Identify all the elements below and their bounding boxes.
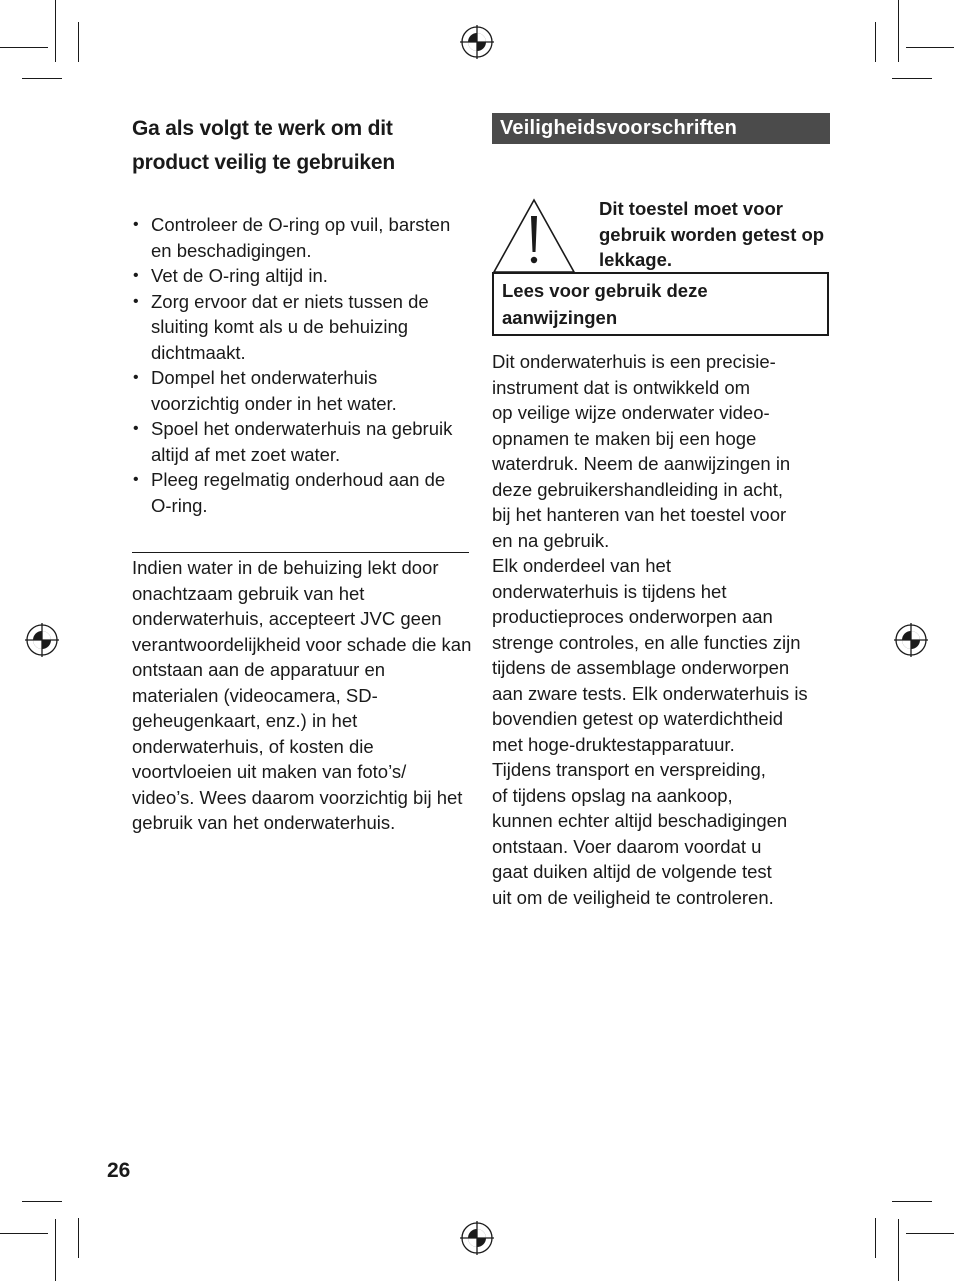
list-item-text: Spoel het onderwaterhuis na gebruik altijd af met zoet water. xyxy=(151,418,453,465)
registration-mark-icon xyxy=(25,623,59,657)
warning-block xyxy=(492,144,830,276)
crop-mark xyxy=(22,78,62,79)
crop-mark xyxy=(0,1233,48,1234)
crop-mark xyxy=(55,1219,56,1281)
bullet-icon: • xyxy=(133,369,139,386)
list-item-text: Controleer de O-ring op vuil, barsten en beschadigingen. xyxy=(151,214,451,261)
crop-mark xyxy=(78,1218,79,1258)
list-item xyxy=(132,289,469,366)
list-item-text: Pleeg regelmatig onderhoud aan de O-ring. xyxy=(151,469,446,516)
crop-mark xyxy=(78,22,79,62)
page-number: 26 xyxy=(107,1159,131,1182)
list-item xyxy=(132,467,469,518)
divider xyxy=(132,552,469,553)
bullet-icon: • xyxy=(133,292,139,310)
list-item xyxy=(132,365,469,416)
section-title: Veiligheidsvoorschriften xyxy=(492,113,830,144)
crop-mark xyxy=(898,0,899,62)
bullet-icon: • xyxy=(133,420,139,437)
crop-mark xyxy=(22,1201,62,1202)
crop-mark xyxy=(892,78,932,79)
list-item xyxy=(132,416,469,467)
list-item xyxy=(132,212,469,263)
list-item-text: Vet de O-ring altijd in. xyxy=(151,265,328,286)
registration-mark-icon xyxy=(894,623,928,657)
bullet-icon: • xyxy=(133,267,139,284)
list-item-text: Dompel het onderwaterhuis voorzichtig onder in het water. xyxy=(151,367,397,414)
list-item xyxy=(132,263,469,289)
leak-test-warning: Dit toestel moet voor gebruik worden getest op lekkage. xyxy=(599,198,825,270)
bullet-icon: • xyxy=(133,216,139,233)
registration-mark-icon xyxy=(460,1221,494,1255)
safety-body-text: Dit onderwaterhuis is een precisie- instrument dat is ontwikkeld om op veilige wijze onderwater video- opnamen te maken bij een hoge waterdruk. Neem de aanwijzingen in deze gebruikershandleiding in acht, bij het hanteren van het toestel voor en na gebruik. Elk onderdeel van het onderwaterhuis is tijdens het productieproces onderworpen aan strenge controles, en alle functies zijn tijdens de assemblage onderworpen aan zware tests. Elk onderwaterhuis is bovendien getest op waterdichtheid met hoge-druktestapparatuur. Tijdens transport en verspreiding, of tijdens opslag na aankoop, kunnen echter altijd beschadigingen ontstaan. Voer daarom voordat u gaat duiken altijd de volgende test uit om de veiligheid te controleren. xyxy=(492,351,808,908)
list-item-text: Zorg ervoor dat er niets tussen de sluiting komt als u de behuizing dichtmaakt. xyxy=(151,290,429,363)
heading-line-2: product veilig te gebruiken xyxy=(132,151,395,174)
crop-mark xyxy=(875,22,876,62)
heading-line-1: Ga als volgt te werk om dit xyxy=(132,117,393,140)
crop-mark xyxy=(898,1219,899,1281)
registration-mark-icon xyxy=(460,25,494,59)
left-column xyxy=(132,112,472,833)
right-column xyxy=(492,113,830,908)
liability-notice: Indien water in de behuizing lekt door onachtzaam gebruik van het onderwaterhuis, accepteert JVC geen verantwoordelijkheid voor schade die kan ontstaan aan de apparatuur en materialen (videocamera, SD-geheugenkaart, enz.) in het onderwaterhuis, of kosten die voortvloeien uit maken van foto’s/ video’s. Wees daarom voorzichtig bij het gebruik van het onderwaterhuis. xyxy=(132,557,472,833)
bullet-icon: • xyxy=(133,471,139,488)
crop-mark xyxy=(892,1201,932,1202)
crop-mark xyxy=(906,47,954,48)
safety-checklist xyxy=(132,212,469,518)
crop-mark xyxy=(0,47,48,48)
safe-use-heading xyxy=(132,112,469,180)
crop-mark xyxy=(906,1233,954,1234)
crop-mark xyxy=(55,0,56,62)
read-instructions-title: Lees voor gebruik deze aanwijzingen xyxy=(502,280,708,328)
read-instructions-box xyxy=(492,272,829,336)
crop-mark xyxy=(875,1218,876,1258)
warning-triangle-icon xyxy=(492,198,576,274)
